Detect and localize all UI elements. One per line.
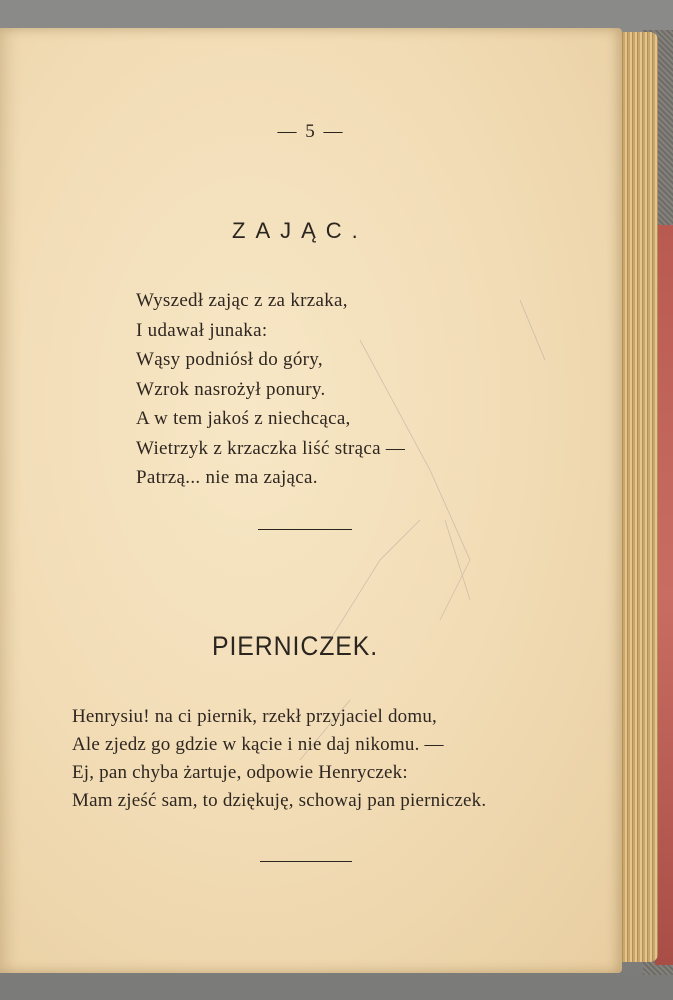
poem-line: Wyszedł zając z za krzaka, — [136, 290, 348, 311]
poem-pierniczek — [72, 703, 486, 815]
poem-line: A w tem jakoś z niechcąca, — [136, 408, 351, 429]
poem-title-pierniczek: PIERNICZEK. — [212, 631, 379, 661]
poem-line: Ale zjedz go gdzie w kącie i nie daj nikomu. — — [72, 734, 444, 755]
poem-line: Wąsy podniósł do góry, — [136, 349, 323, 370]
poem-title-zajac: ZAJĄC. — [232, 218, 368, 243]
poem-line: Wzrok nasrożył ponury. — [136, 378, 326, 400]
page-number: — 5 — — [277, 121, 345, 142]
poem-line: I udawał junaka: — [136, 319, 268, 341]
book-page — [0, 28, 622, 973]
poem-line: Mam zjeść sam, to dziękuję, schowaj pan pierniczek. — [72, 790, 487, 811]
poem-line: Wietrzyk z krzaczka liść strąca — — [136, 437, 406, 459]
section-divider-end — [260, 861, 352, 862]
section-divider — [258, 529, 352, 530]
poem-line: Henrysiu! na ci piernik, rzekł przyjaciel domu, — [72, 706, 437, 727]
poem-zajac — [136, 286, 405, 493]
poem-line: Patrzą... nie ma zająca. — [136, 467, 318, 488]
poem-line: Ej, pan chyba żartuje, odpowie Henryczek: — [72, 762, 408, 783]
